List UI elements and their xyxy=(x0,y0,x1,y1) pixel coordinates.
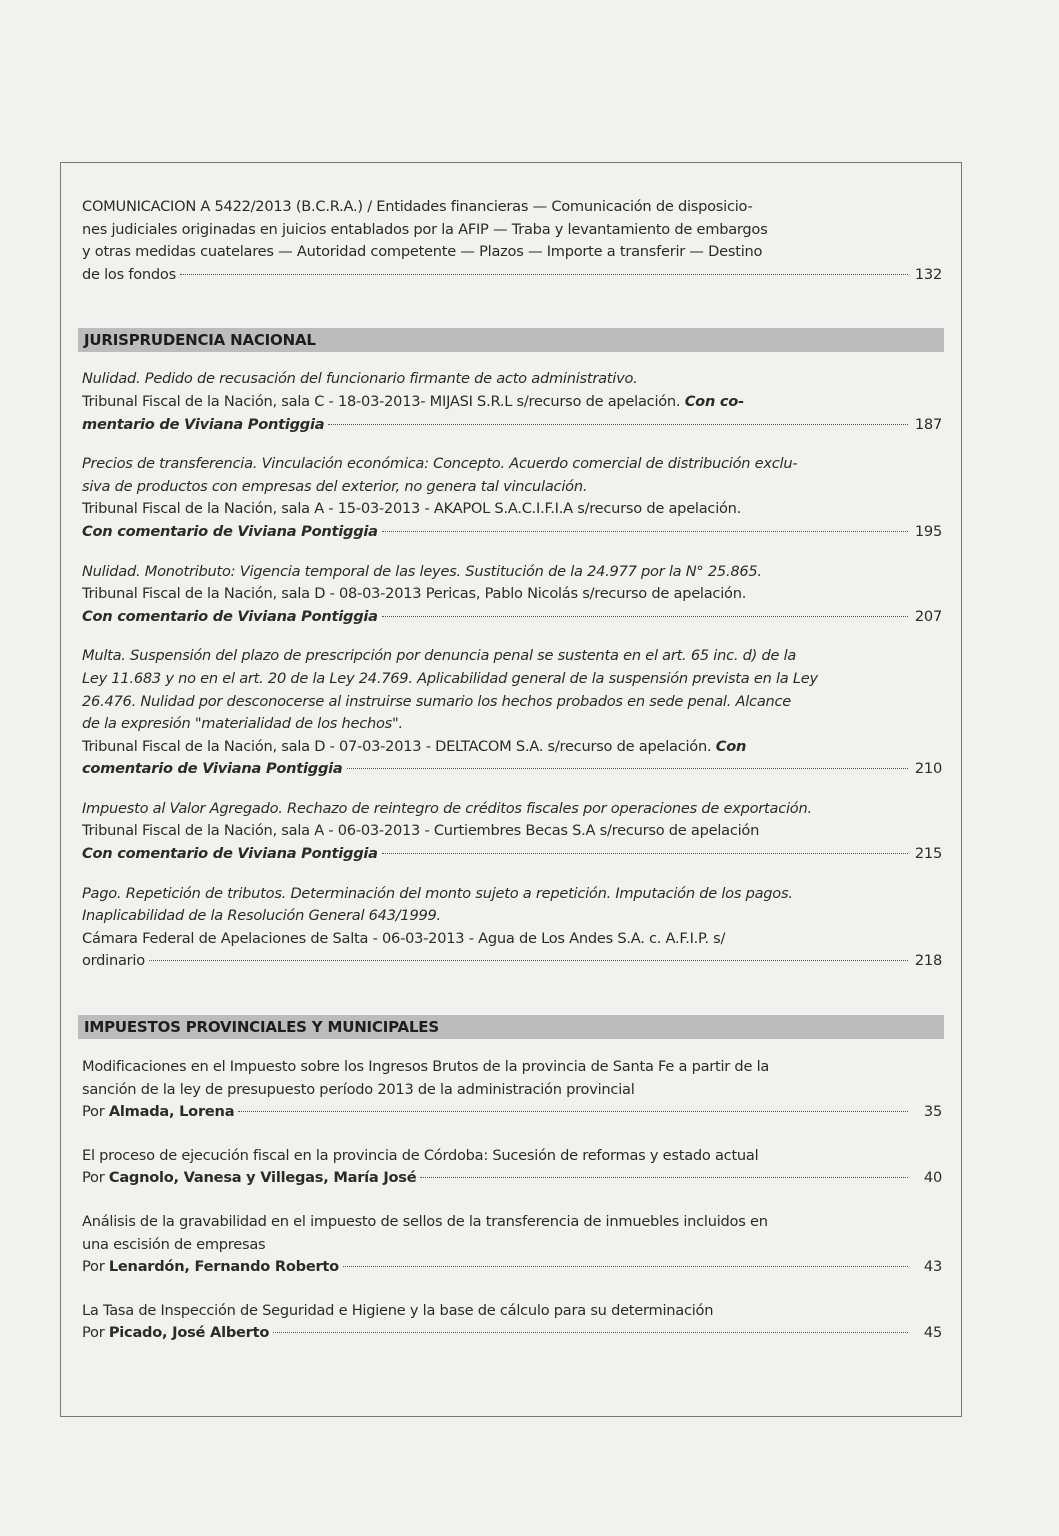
court-text: Cámara Federal de Apelaciones de Salta - 06-03-2013 - Agua de Los Andes S.A. c. A.F.I.P. s/ xyxy=(82,929,726,947)
entry-text: nes judiciales originadas en juicios entablados por la AFIP — Traba y levantamiento de embargos xyxy=(82,220,768,238)
page-number: 187 xyxy=(914,415,942,433)
page-number: 40 xyxy=(923,1169,942,1187)
court-text: Tribunal Fiscal de la Nación, sala D - 08-03-2013 Pericas, Pablo Nicolás s/recurso de apelación. xyxy=(82,585,747,603)
entry-court xyxy=(82,391,942,414)
toc-entry xyxy=(82,798,942,866)
toc-entry xyxy=(82,883,942,973)
court-text: Tribunal Fiscal de la Nación, sala A - 15-03-2013 - AKAPOL S.A.C.I.F.I.A s/recurso de apelación. xyxy=(82,500,742,518)
toc-entry xyxy=(82,1056,942,1124)
page-number: 35 xyxy=(923,1103,942,1121)
entry-subject: 26.476. Nulidad por desconocerse al instruirse sumario los hechos probados en sede penal. Alcance xyxy=(82,692,792,710)
page-number: 210 xyxy=(914,760,942,778)
toc-leader-line xyxy=(82,758,942,781)
dot-leader xyxy=(382,531,908,532)
toc-leader-line xyxy=(82,1256,942,1279)
entry-subject: Impuesto al Valor Agregado. Rechazo de reintegro de créditos fiscales por operaciones de exportación. xyxy=(82,799,812,817)
entry-title: sanción de la ley de presupuesto período 2013 de la administración provincial xyxy=(82,1080,635,1098)
dot-leader xyxy=(347,768,908,769)
page-number: 45 xyxy=(923,1324,942,1342)
dot-leader xyxy=(382,853,908,854)
commentary-text: mentario de Viviana Pontiggia xyxy=(82,415,325,433)
toc-leader-line xyxy=(82,1101,942,1124)
page-number: 215 xyxy=(914,845,942,863)
dot-leader xyxy=(180,274,908,275)
entry-subject: Inaplicabilidad de la Resolución General 643/1999. xyxy=(82,907,441,925)
author-name: Lenardón, Fernando Roberto xyxy=(108,1258,339,1276)
toc-entry xyxy=(82,1145,942,1190)
page-number: 132 xyxy=(914,265,942,283)
toc-entry xyxy=(82,645,942,781)
entry-subject: siva de productos con empresas del exterior, no genera tal vinculación. xyxy=(82,477,588,495)
entry-subject: Multa. Suspensión del plazo de prescripción por denuncia penal se sustenta en el art. 65 inc. d) de la xyxy=(82,647,797,665)
commentary-text: comentario de Viviana Pontiggia xyxy=(82,760,343,778)
dot-leader xyxy=(343,1266,908,1267)
entry-title: La Tasa de Inspección de Seguridad e Higiene y la base de cálculo para su determinación xyxy=(82,1301,714,1319)
toc-leader-line xyxy=(82,1322,942,1345)
commentary-text: Con co- xyxy=(684,392,744,410)
toc-leader-line xyxy=(82,843,942,866)
toc-leader-line xyxy=(82,264,942,287)
court-text: Tribunal Fiscal de la Nación, sala D - 07-03-2013 - DELTACOM S.A. s/recurso de apelación. xyxy=(82,737,716,755)
entry-title: Modificaciones en el Impuesto sobre los Ingresos Brutos de la provincia de Santa Fe a partir de la xyxy=(82,1058,770,1076)
entry-title: una escisión de empresas xyxy=(82,1235,266,1253)
toc-leader-line xyxy=(82,521,942,544)
entry-court xyxy=(82,736,942,759)
author-name: Picado, José Alberto xyxy=(108,1324,270,1342)
toc-entry xyxy=(82,453,942,543)
commentary-text: Con xyxy=(715,737,747,755)
entry-subject: Nulidad. Pedido de recusación del funcionario firmante de acto administrativo. xyxy=(82,370,638,388)
court-text: ordinario xyxy=(82,952,145,970)
entry-title: El proceso de ejecución fiscal en la provincia de Córdoba: Sucesión de reformas y estado actual xyxy=(82,1146,759,1164)
entry-text: de los fondos xyxy=(82,265,176,283)
page-number: 195 xyxy=(914,522,942,540)
commentary-text: Con comentario de Viviana Pontiggia xyxy=(82,607,378,625)
dot-leader xyxy=(273,1332,908,1333)
entry-subject: Nulidad. Monotributo: Vigencia temporal de las leyes. Sustitución de la 24.977 por la N° 25.865. xyxy=(82,562,762,580)
dot-leader xyxy=(420,1177,908,1178)
page-number: 207 xyxy=(914,607,942,625)
page-number: 43 xyxy=(923,1258,942,1276)
toc-entry xyxy=(82,1300,942,1345)
toc-entry-comunicacion xyxy=(82,196,942,286)
section-header-impuestos: IMPUESTOS PROVINCIALES Y MUNICIPALES xyxy=(78,1015,944,1039)
toc-entry xyxy=(82,368,942,436)
entry-text: COMUNICACION A 5422/2013 (B.C.R.A.) / Entidades financieras — Comunicación de disposicio- xyxy=(82,198,753,215)
entry-subject: Precios de transferencia. Vinculación económica: Concepto. Acuerdo comercial de distribución exclu- xyxy=(82,455,798,473)
entry-subject: Ley 11.683 y no en el art. 20 de la Ley 24.769. Aplicabilidad general de la suspensión prevista en la Ley xyxy=(82,669,818,687)
toc-leader-line xyxy=(82,606,942,629)
by-label: Por xyxy=(82,1258,109,1276)
page-number: 218 xyxy=(914,952,942,970)
court-text: Tribunal Fiscal de la Nación, sala C - 18-03-2013- MIJASI S.R.L s/recurso de apelación. xyxy=(82,392,685,410)
toc-leader-line xyxy=(82,1167,942,1190)
table-of-contents xyxy=(82,196,942,1345)
section-header-jurisprudencia: JURISPRUDENCIA NACIONAL xyxy=(78,328,944,352)
author-name: Cagnolo, Vanesa y Villegas, María José xyxy=(108,1169,417,1187)
dot-leader xyxy=(328,424,908,425)
entry-subject: Pago. Repetición de tributos. Determinación del monto sujeto a repetición. Imputación de los pagos. xyxy=(82,884,793,902)
dot-leader xyxy=(149,960,908,961)
commentary-text: Con comentario de Viviana Pontiggia xyxy=(82,522,378,540)
by-label: Por xyxy=(82,1103,109,1121)
author-name: Almada, Lorena xyxy=(108,1103,235,1121)
dot-leader xyxy=(382,616,908,617)
toc-entry xyxy=(82,1211,942,1279)
dot-leader xyxy=(238,1111,908,1112)
toc-leader-line xyxy=(82,950,942,973)
commentary-text: Con comentario de Viviana Pontiggia xyxy=(82,845,378,863)
by-label: Por xyxy=(82,1324,109,1342)
entry-subject: de la expresión "materialidad de los hechos". xyxy=(82,715,403,733)
entry-text: y otras medidas cuatelares — Autoridad competente — Plazos — Importe a transferir — Destino xyxy=(82,243,763,261)
toc-leader-line xyxy=(82,414,942,437)
entry-title: Análisis de la gravabilidad en el impuesto de sellos de la transferencia de inmuebles incluidos en xyxy=(82,1213,768,1230)
toc-entry xyxy=(82,561,942,629)
court-text: Tribunal Fiscal de la Nación, sala A - 06-03-2013 - Curtiembres Becas S.A s/recurso de apelación xyxy=(82,822,760,840)
by-label: Por xyxy=(82,1169,109,1187)
